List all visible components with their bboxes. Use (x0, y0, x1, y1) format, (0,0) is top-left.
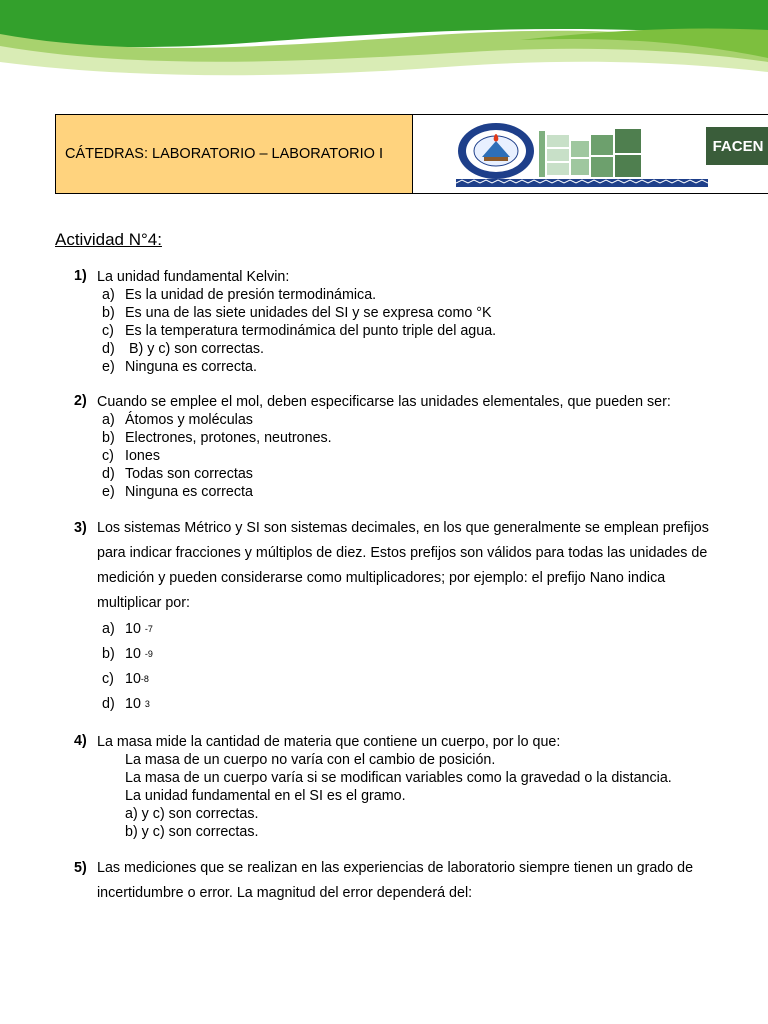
option-base: 10 (125, 696, 145, 712)
option-label: c) (102, 448, 114, 464)
option-base: 10 (125, 621, 145, 637)
statement-item: b) y c) son correctas. (125, 824, 259, 840)
statement-item: La masa de un cuerpo varía si se modifican variables como la gravedad o la distancia. (125, 770, 672, 786)
unca-seal-logo (456, 121, 536, 181)
statement-item: La masa de un cuerpo no varía con el cambio de posición. (125, 752, 496, 768)
facen-logo-text: FACEN (706, 127, 768, 165)
question-text: Los sistemas Métrico y SI son sistemas decimales, en los que generalmente se emplean prefijos para indicar fracciones y múltiplos de diez. Estos prefijos son válidos para todas las unidades de medición y pueden considerarse como multiplicadores; por ejemplo: el prefijo Nano indica multiplicar por: (97, 520, 709, 611)
options-list (102, 286, 715, 376)
option-exponent: -9 (144, 649, 153, 659)
catedras-cell (56, 115, 413, 193)
question-number: 4) (74, 733, 87, 749)
option-a (102, 411, 715, 429)
option-label: a) (102, 412, 115, 428)
option-label: c) (102, 323, 114, 339)
option-text: Ninguna es correcta (125, 484, 253, 500)
option-label: c) (102, 671, 114, 687)
option-base: 10 (125, 646, 145, 662)
question-3 (55, 516, 715, 717)
option-exponent: -8 (140, 674, 149, 684)
question-5 (55, 856, 715, 906)
option-c (102, 447, 715, 465)
question-number: 2) (74, 393, 87, 409)
question-text: La unidad fundamental Kelvin: (97, 269, 290, 285)
question-1 (55, 268, 715, 376)
activity-title: Actividad N°4: (55, 230, 162, 249)
statement-item: La unidad fundamental en el SI es el gramo. (125, 788, 406, 804)
option-label: a) (102, 621, 115, 637)
option-label: a) (102, 287, 115, 303)
question-text: La masa mide la cantidad de materia que contiene un cuerpo, por lo que: (97, 734, 561, 750)
question-number: 3) (74, 520, 87, 536)
option-label: d) (102, 466, 115, 482)
option-b (102, 642, 715, 667)
header-wave-banner (0, 0, 768, 90)
option-a (102, 617, 715, 642)
questions-list (55, 268, 715, 906)
option-exponent: -7 (144, 624, 153, 634)
option-text: Átomos y moléculas (125, 412, 253, 428)
statements-list (125, 751, 715, 841)
option-label: e) (102, 484, 115, 500)
question-number: 5) (74, 860, 87, 876)
option-d (102, 692, 715, 717)
option-text: Es la temperatura termodinámica del punto triple del agua. (125, 323, 497, 339)
catedras-label: CÁTEDRAS: LABORATORIO – LABORATORIO I (65, 146, 384, 162)
facen-squares-logo (539, 121, 709, 181)
option-e (102, 483, 715, 501)
header-table (55, 114, 768, 194)
option-text: Iones (125, 448, 160, 464)
option-c (102, 667, 715, 692)
option-label: d) (102, 341, 115, 357)
option-text: Ninguna es correcta. (125, 359, 257, 375)
options-list (102, 411, 715, 501)
option-e (102, 358, 715, 376)
option-base: 10 (125, 671, 141, 687)
option-text: Es una de las siete unidades del SI y se expresa como °K (125, 305, 492, 321)
decorative-pattern-strip (456, 179, 708, 187)
statement-item: a) y c) son correctas. (125, 806, 259, 822)
option-label: e) (102, 359, 115, 375)
question-text: Cuando se emplee el mol, deben especificarse las unidades elementales, que pueden ser: (97, 394, 671, 410)
option-b (102, 429, 715, 447)
option-label: d) (102, 696, 115, 712)
option-text: Electrones, protones, neutrones. (125, 430, 332, 446)
option-a (102, 286, 715, 304)
options-list (102, 617, 715, 717)
logos-cell (413, 115, 768, 193)
option-label: b) (102, 305, 115, 321)
option-b (102, 304, 715, 322)
option-text: Todas son correctas (125, 466, 253, 482)
question-2 (55, 393, 715, 501)
question-text: Las mediciones que se realizan en las experiencias de laboratorio siempre tienen un grado de incertidumbre o error. La magnitud del error dependerá del: (97, 860, 694, 901)
question-number: 1) (74, 268, 87, 284)
option-d (102, 465, 715, 483)
option-label: b) (102, 646, 115, 662)
option-label: b) (102, 430, 115, 446)
question-4 (55, 733, 715, 841)
option-d (102, 340, 715, 358)
option-text: B) y c) son correctas. (125, 341, 265, 357)
option-c (102, 322, 715, 340)
option-text: Es la unidad de presión termodinámica. (125, 287, 377, 303)
option-exponent: 3 (144, 699, 150, 709)
